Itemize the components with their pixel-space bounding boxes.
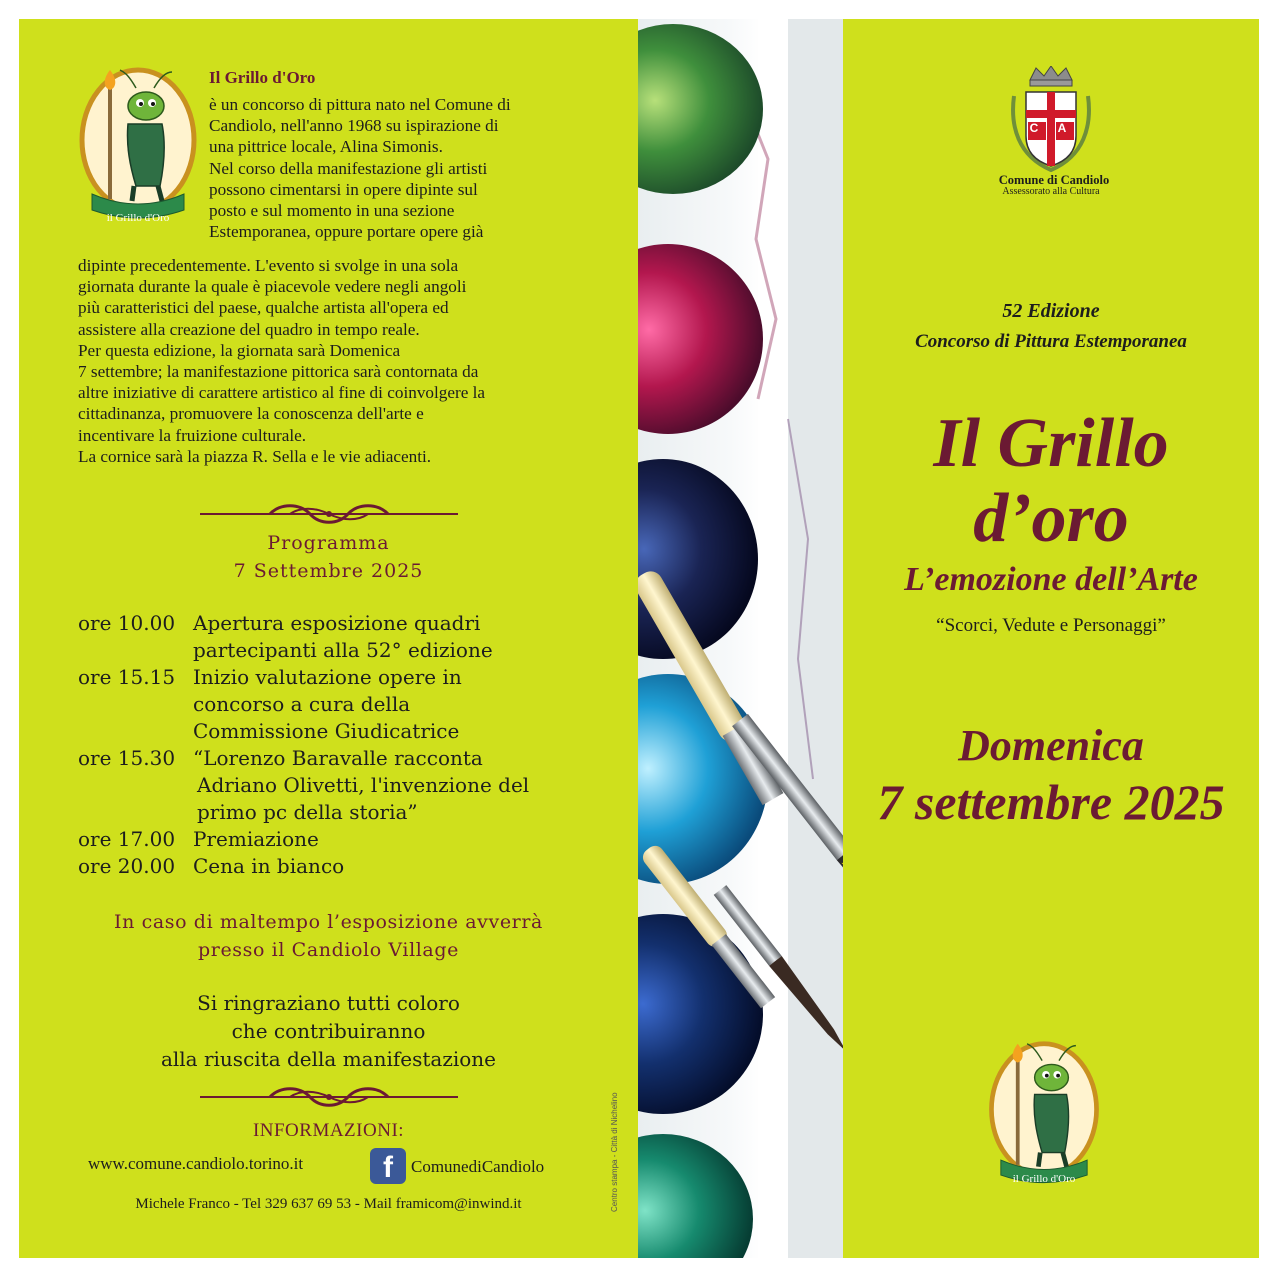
programma-date: 7 Settembre 2025 [233, 560, 424, 582]
schedule-desc: Apertura esposizione quadri [193, 611, 481, 635]
event-day: Domenica [958, 721, 1144, 770]
crest-letter: C [1029, 121, 1039, 135]
thanks-message [19, 989, 638, 1073]
comune-crest-icon [1008, 66, 1094, 176]
maltempo-notice [19, 908, 638, 964]
schedule-desc: Inizio valutazione opere in [193, 665, 462, 689]
schedule-time: ore 20.00 [78, 854, 176, 878]
contact-line: Michele Franco - Tel 329 637 69 53 - Mail framicom@inwind.it [135, 1196, 522, 1212]
thanks-line: Si ringraziano tutti coloro [197, 991, 460, 1015]
comune-subtitle: Assessorato alla Cultura [1002, 186, 1100, 197]
intro-line: è un concorso di pittura nato nel Comune di [209, 95, 511, 114]
edition-number: 52 Edizione [1002, 300, 1100, 322]
info-title: INFORMAZIONI: [252, 1120, 405, 1141]
ornament-divider [200, 503, 458, 525]
event-title-line1: Il Grillo [933, 405, 1169, 482]
intro-line: altre iniziative di carattere artistico al fine di coinvolgere la [78, 383, 486, 403]
schedule [78, 610, 578, 880]
maltempo-line: presso il Candiolo Village [198, 939, 459, 961]
intro-line: Nel corso della manifestazione gli artisti [209, 158, 488, 178]
intro-line: Estemporanea, oppure portare opere già [209, 222, 484, 242]
intro-line: posto e sul momento in una sezione [209, 201, 455, 221]
comune-name: Comune di Candiolo [998, 173, 1110, 187]
grillo-doro-logo-small [986, 1040, 1102, 1192]
website-link[interactable]: www.comune.candiolo.torino.it [88, 1154, 304, 1173]
ornament-divider-bottom [200, 1086, 458, 1108]
event-date: 7 settembre 2025 [877, 774, 1225, 830]
intro-line: assistere alla creazione del quadro in tempo reale. [78, 319, 420, 339]
crest-letter: A [1057, 121, 1067, 135]
schedule-desc: Commissione Giudicatrice [193, 719, 460, 743]
thanks-line: che contribuiranno [231, 1019, 426, 1043]
intro-line: incentivare la fruizione culturale. [78, 425, 307, 445]
schedule-desc: primo pc della storia” [197, 800, 418, 824]
schedule-time: ore 10.00 [78, 611, 176, 635]
schedule-desc: concorso a cura della [193, 692, 411, 716]
intro-line: più caratteristici del paese, qualche artista all'opera ed [78, 298, 449, 318]
schedule-desc: Premiazione [193, 827, 319, 851]
schedule-time: ore 15.15 [78, 665, 176, 689]
logo-label-small: il Grillo d'Oro [1012, 1173, 1076, 1185]
thanks-line: alla riuscita della manifestazione [160, 1047, 497, 1071]
print-credit: Centro stampa - Città di Nichelino [610, 1092, 619, 1212]
intro-heading: Il Grillo d'Oro [209, 68, 316, 87]
intro-line: una pittrice locale, Alina Simonis. [209, 137, 443, 157]
schedule-desc: partecipanti alla 52° edizione [193, 638, 493, 662]
edition-contest: Concorso di Pittura Estemporanea [915, 331, 1187, 352]
facebook-icon[interactable]: f [370, 1148, 406, 1184]
schedule-time: ore 17.00 [78, 827, 176, 851]
logo-label: il Grillo d'Oro [106, 212, 170, 224]
intro-line: giornata durante la quale è piacevole vedere negli angoli [78, 277, 467, 297]
schedule-desc: Cena in bianco [193, 854, 345, 878]
facebook-page[interactable]: ComunediCandiolo [411, 1157, 545, 1176]
grillo-doro-logo [78, 66, 198, 228]
intro-line: dipinte precedentemente. L'evento si svolge in una sola [78, 256, 459, 275]
intro-paragraph-wide [78, 255, 580, 467]
programma-title: Programma [267, 532, 390, 554]
intro-line: cittadinanza, promuovere la conoscenza dell'arte e [78, 404, 424, 424]
schedule-desc: Adriano Olivetti, l'invenzione del [197, 773, 530, 797]
event-title-line2: d’oro [973, 480, 1129, 557]
schedule-desc: “Lorenzo Baravalle racconta [193, 746, 483, 770]
schedule-time: ore 15.30 [78, 746, 176, 770]
event-theme: “Scorci, Vedute e Personaggi” [936, 615, 1166, 636]
intro-line: Candiolo, nell'anno 1968 su ispirazione di [209, 116, 499, 136]
intro-paragraph-short [209, 94, 580, 242]
intro-line: Per questa edizione, la giornata sarà Domenica [78, 340, 401, 360]
intro-line: La cornice sarà la piazza R. Sella e le vie adiacenti. [78, 446, 432, 466]
event-subtitle: L’emozione dell’Arte [904, 561, 1198, 598]
maltempo-line: In caso di maltempo l’esposizione avverrà [114, 911, 543, 933]
intro-line: possono cimentarsi in opere dipinte sul [209, 179, 478, 199]
intro-line: 7 settembre; la manifestazione pittorica sarà contornata da [78, 362, 479, 382]
